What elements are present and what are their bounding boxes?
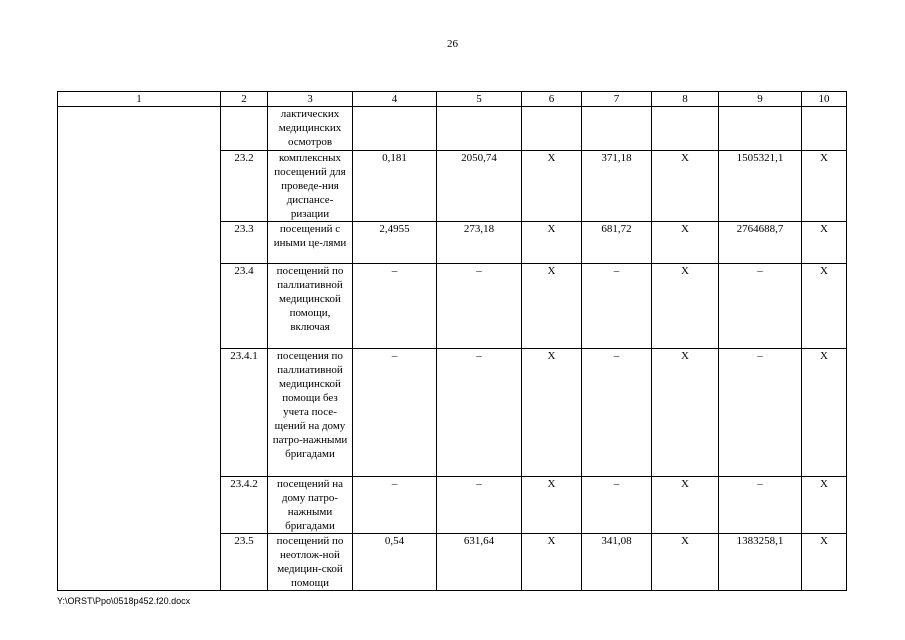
cell-value: X — [652, 477, 719, 534]
cell-value: – — [582, 349, 652, 477]
cell-value: X — [652, 534, 719, 591]
cell-value: X — [802, 349, 847, 477]
column-header: 4 — [353, 92, 437, 107]
cell-value: X — [652, 264, 719, 349]
cell-value: 341,08 — [582, 534, 652, 591]
row-description: посещений на дому патро-нажными бригадами — [268, 477, 353, 534]
column-header: 9 — [719, 92, 802, 107]
cell-value: X — [522, 222, 582, 264]
cell-value: 2764688,7 — [719, 222, 802, 264]
cell-value: – — [437, 264, 522, 349]
cell-value: X — [802, 477, 847, 534]
cell-value: 2,4955 — [353, 222, 437, 264]
row-description: комплексных посещений для проведе-ния диспансе-ризации — [268, 151, 353, 222]
cell-value: X — [522, 477, 582, 534]
cell-value: X — [522, 151, 582, 222]
cell-value: X — [652, 349, 719, 477]
row-description: лактических медицинских осмотров — [268, 107, 353, 151]
cell-value: 2050,74 — [437, 151, 522, 222]
cell-value: – — [719, 264, 802, 349]
cell-value: X — [522, 264, 582, 349]
column-header: 6 — [522, 92, 582, 107]
row-description: посещений с иными це-лями — [268, 222, 353, 264]
footer-file-path: Y:\ORST\Ppo\0518p452.f20.docx — [57, 596, 191, 606]
cell-value: – — [353, 264, 437, 349]
row-code: 23.2 — [221, 151, 268, 222]
cell-value: X — [802, 264, 847, 349]
cell-value — [719, 107, 802, 151]
cell-value — [437, 107, 522, 151]
column-header: 10 — [802, 92, 847, 107]
table-header-row — [58, 92, 847, 107]
row-code: 23.4.2 — [221, 477, 268, 534]
cell-value: X — [802, 534, 847, 591]
cell-value — [353, 107, 437, 151]
column-header: 3 — [268, 92, 353, 107]
cell-value: 273,18 — [437, 222, 522, 264]
row-code: 23.5 — [221, 534, 268, 591]
page-number: 26 — [447, 38, 458, 50]
row-code: 23.3 — [221, 222, 268, 264]
column-header: 2 — [221, 92, 268, 107]
merged-empty-cell — [58, 107, 221, 591]
cell-value: 1383258,1 — [719, 534, 802, 591]
cell-value: 0,54 — [353, 534, 437, 591]
cell-value: – — [719, 477, 802, 534]
row-code: 23.4.1 — [221, 349, 268, 477]
cell-value — [652, 107, 719, 151]
cell-value: – — [437, 349, 522, 477]
cell-value — [582, 107, 652, 151]
cell-value — [802, 107, 847, 151]
table-row — [58, 107, 847, 151]
cell-value: – — [353, 477, 437, 534]
cell-value: 371,18 — [582, 151, 652, 222]
cell-value: X — [652, 222, 719, 264]
cell-value: X — [652, 151, 719, 222]
cell-value: 631,64 — [437, 534, 522, 591]
row-code: 23.4 — [221, 264, 268, 349]
cell-value: X — [802, 222, 847, 264]
cell-value: – — [719, 349, 802, 477]
cell-value: X — [522, 349, 582, 477]
cell-value: – — [437, 477, 522, 534]
row-code — [221, 107, 268, 151]
cell-value — [522, 107, 582, 151]
column-header: 5 — [437, 92, 522, 107]
cell-value: 681,72 — [582, 222, 652, 264]
data-table — [57, 91, 847, 591]
cell-value: – — [353, 349, 437, 477]
cell-value: X — [522, 534, 582, 591]
cell-value: 0,181 — [353, 151, 437, 222]
cell-value: – — [582, 264, 652, 349]
row-description: посещения по паллиативной медицинской помощи без учета посе-щений на дому патро-нажными бригадами — [268, 349, 353, 477]
column-header: 7 — [582, 92, 652, 107]
column-header: 1 — [58, 92, 221, 107]
cell-value: X — [802, 151, 847, 222]
column-header: 8 — [652, 92, 719, 107]
row-description: посещений по неотлож-ной медицин-ской помощи — [268, 534, 353, 591]
cell-value: – — [582, 477, 652, 534]
row-description: посещений по паллиативной медицинской помощи, включая — [268, 264, 353, 349]
cell-value: 1505321,1 — [719, 151, 802, 222]
